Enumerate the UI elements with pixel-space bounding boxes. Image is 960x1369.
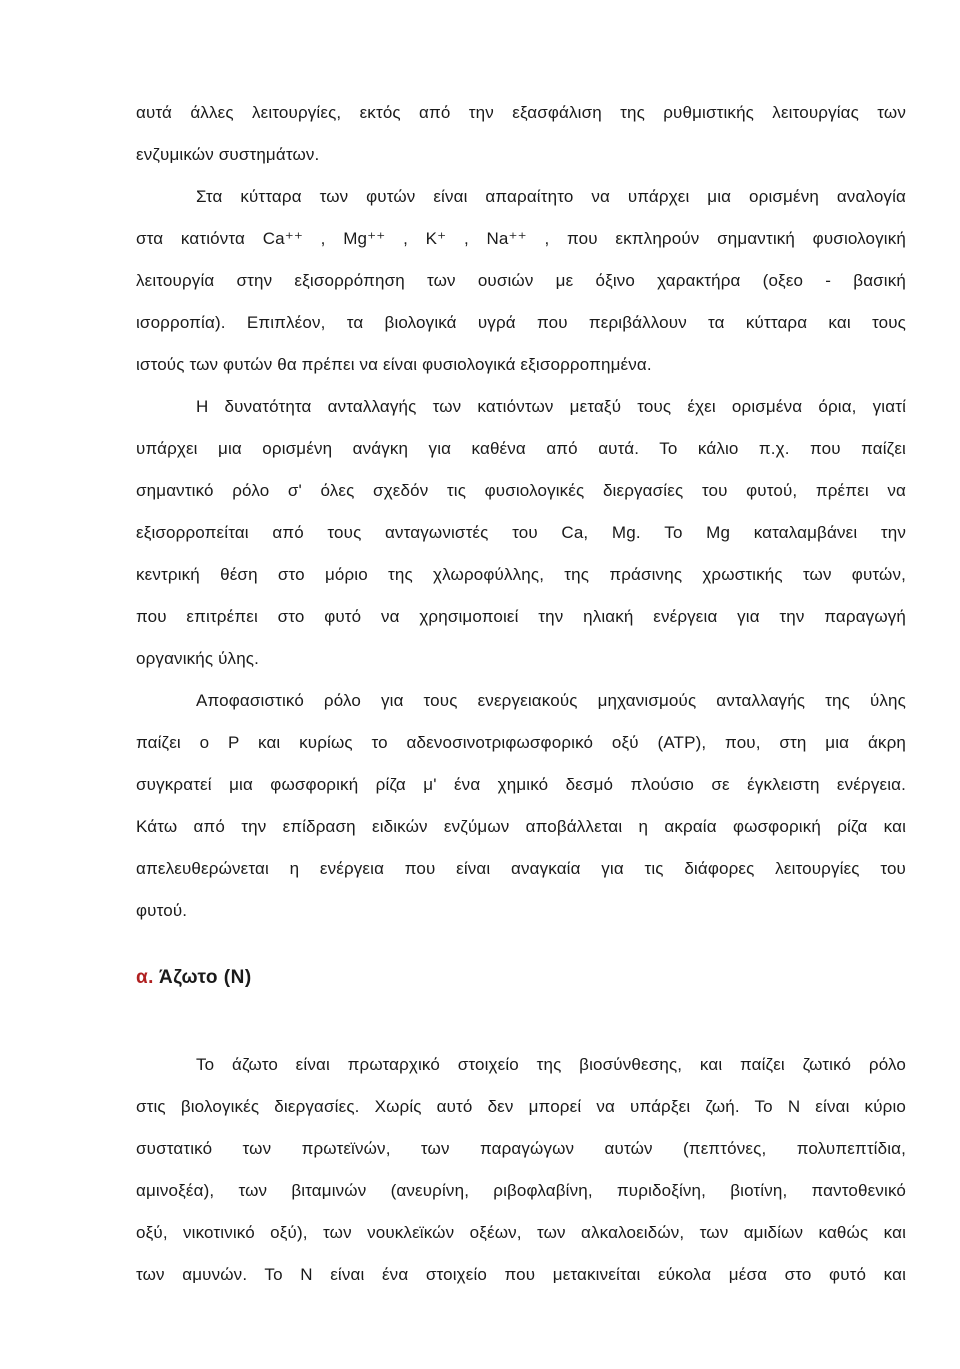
text-line: Η δυνατότητα ανταλλαγής των κατιόντων μεταξύ τους έχει ορισμένα όρια, γιατί [196,397,906,416]
text-line: των αμυνών. Το Ν είναι ένα στοιχείο που μετακινείται εύκολα μέσα στο φυτό και [136,1265,906,1284]
text-line: ιστούς των φυτών θα πρέπει να είναι φυσιολογικά εξισορροπημένα. [136,355,652,374]
text-line: ισορροπία). Επιπλέον, τα βιολογικά υγρά που περιβάλλουν τα κύτταρα και τους [136,313,906,332]
section-title: Άζωτο (Ν) [159,967,252,988]
text-line: σημαντικό ρόλο σ' όλες σχεδόν τις φυσιολογικές διεργασίες του φυτού, πρέπει να [136,481,906,500]
text-line: που επιτρέπει στο φυτό να χρησιμοποιεί την ηλιακή ενέργεια για την παραγωγή [136,607,906,626]
text-line: συγκρατεί μια φωσφορική ρίζα μ' ένα χημικό δεσμό πλούσιο σε έγκλειστη ενέργεια. [136,775,906,794]
text-line: εξισορροπείται από τους ανταγωνιστές του Ca, Mg. Το Mg καταλαμβάνει την [136,523,906,542]
text-line: οξύ, νικοτινικό οξύ), των νουκλεϊκών οξέων, των αλκαλοειδών, των αμιδίων καθώς και [136,1223,906,1242]
text-line: κεντρική θέση στο μόριο της χλωροφύλλης, της πράσινης χρωστικής των φυτών, [136,565,906,584]
text-line: αυτά άλλες λειτουργίες, εκτός από την εξασφάλιση της ρυθμιστικής λειτουργίας των [136,103,906,122]
text-line: λειτουργία στην εξισορρόπηση των ουσιών με όξινο χαρακτήρα (οξεο - βασική [136,271,906,290]
text-line: υπάρχει μια ορισμένη ανάγκη για καθένα από αυτά. Το κάλιο π.χ. που παίζει [136,439,906,458]
text-line: αμινοξέα), των βιταμινών (ανευρίνη, ριβοφλαβίνη, πυριδοξίνη, βιοτίνη, παντοθενικό [136,1181,906,1200]
text-line: Αποφασιστικό ρόλο για τους ενεργειακούς μηχανισμούς ανταλλαγής της ύλης [196,691,906,710]
text-line: Κάτω από την επίδραση ειδικών ενζύμων αποβάλλεται η ακραία φωσφορική ρίζα και [136,817,906,836]
section-number: α. [136,967,154,988]
text-line: συστατικό των πρωτεϊνών, των παραγώγων αυτών (πεπτόνες, πολυπεπτίδια, [136,1139,906,1158]
text-line: φυτού. [136,901,188,920]
text-line: στα κατιόντα Ca⁺⁺ , Mg⁺⁺ , K⁺ , Na⁺⁺ , που εκπληρούν σημαντική φυσιολογική [136,229,906,248]
text-line: ενζυμικών συστημάτων. [136,145,320,164]
section-heading [136,967,252,989]
text-line: στις βιολογικές διεργασίες. Χωρίς αυτό δεν μπορεί να υπάρξει ζωή. Το Ν είναι κύριο [136,1097,906,1116]
text-line: Το άζωτο είναι πρωταρχικό στοιχείο της βιοσύνθεσης, και παίζει ζωτικό ρόλο [196,1055,906,1074]
text-line: απελευθερώνεται η ενέργεια που είναι αναγκαία για τις διάφορες λειτουργίες του [136,859,906,878]
text-line: οργανικής ύλης. [136,649,260,668]
text-line: παίζει ο Ρ και κυρίως το αδενοσινοτριφωσφορικό οξύ (ΑΤΡ), που, στη μια άκρη [136,733,906,752]
text-line: Στα κύτταρα των φυτών είναι απαραίτητο να υπάρχει μια ορισμένη αναλογία [196,187,906,206]
